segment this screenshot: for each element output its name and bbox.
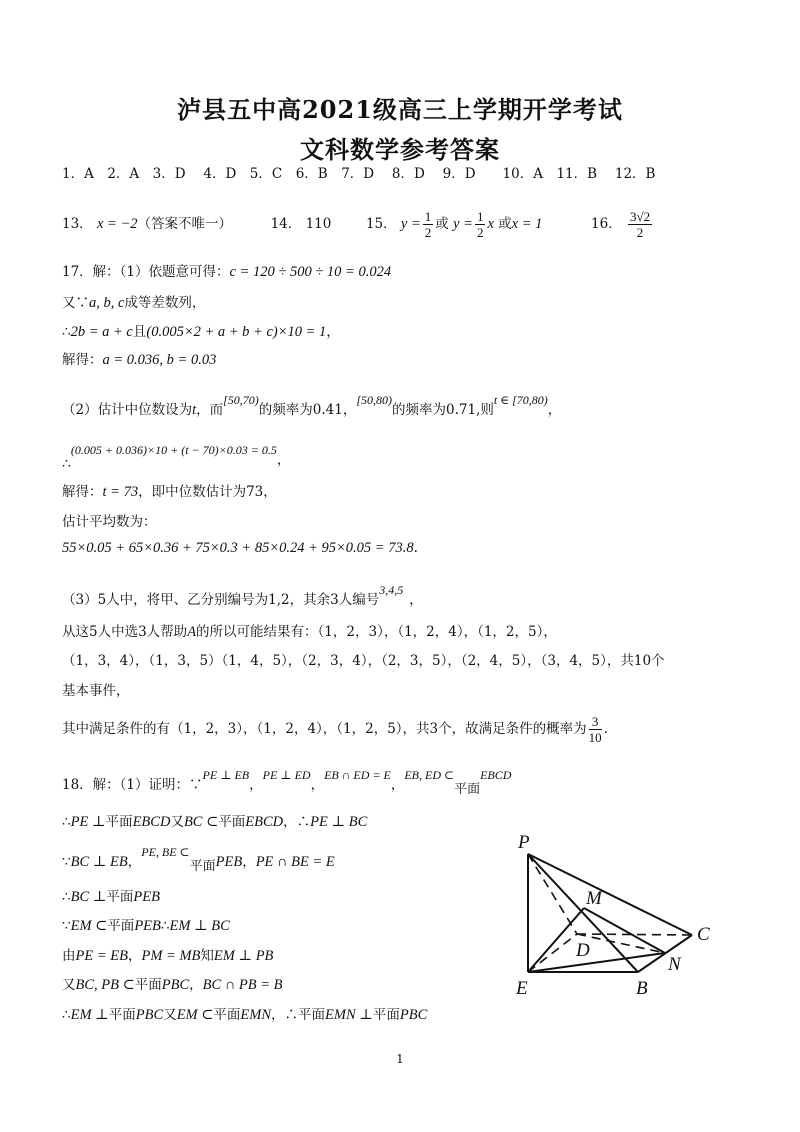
q16-label: 16．	[591, 216, 622, 232]
q18-also-1: 又	[170, 814, 184, 830]
label-E: E	[516, 978, 528, 999]
q18-ebcd-3: EBCD	[245, 814, 284, 830]
q18-pbc-3: PBC	[399, 1007, 428, 1023]
q17-line-3	[62, 322, 340, 342]
answer-key-title: 文科数学参考答案	[300, 135, 500, 164]
q18-plane-3: 平面	[218, 814, 246, 830]
q18-em-perp: EM ⊥	[70, 1007, 109, 1023]
q17-line-1	[62, 262, 391, 282]
q14-answer: 14． 110	[270, 216, 332, 232]
q18-pe-perp: PE ⊥	[70, 814, 106, 830]
q18-line-3	[62, 842, 335, 877]
q18-comma-b: ，	[310, 777, 325, 793]
q15-or-1: 或	[435, 216, 449, 232]
q18-pbc-2: PBC	[135, 1007, 164, 1023]
q13-label: 13．	[62, 216, 93, 232]
q18-pe-bc: PE ⊥ BC	[310, 814, 368, 830]
q18-plane-6: 平面	[107, 918, 135, 934]
q17-freq-2: 的频率为0.71,则	[392, 402, 494, 418]
label-P: P	[518, 832, 530, 853]
page-number: 1	[396, 1052, 404, 1066]
q17-median-result: ，即中位数估计为73，	[138, 484, 277, 500]
q17-comma-3: ，	[276, 452, 291, 468]
q18-line-4	[62, 887, 160, 907]
q18-comma-c: ，	[390, 777, 405, 793]
exam-title: 泸县五中高2021级高三上学期开学考试	[177, 95, 623, 124]
q17-favorable: 其中满足条件的有（1，2，3），（1，2，4），（1，2，5），共3个，故满足条件的概率为	[62, 721, 587, 737]
q17-A: A	[187, 624, 197, 640]
q18-pbc-1: PBC	[161, 977, 190, 993]
q17-line-7	[62, 482, 277, 502]
q17-line-9	[62, 538, 418, 558]
q13-answer: x = −2	[96, 216, 138, 232]
q17-mean-calc: 55×0.05 + 65×0.36 + 75×0.3 + 85×0.24 + 95×0.05 = 73.8	[62, 540, 414, 556]
q18-comma-f: ，	[127, 948, 142, 964]
q17-solve: 解得：	[62, 352, 103, 368]
q17-solve-2: 解得：	[62, 484, 103, 500]
q18-ebcd-1: EBCD	[480, 768, 512, 782]
q18-plane-9: 平面	[213, 1007, 241, 1023]
q18-therefore-5: ∴	[62, 1007, 71, 1023]
q18-from: 由	[62, 948, 76, 964]
q18-line-1	[62, 765, 511, 800]
label-N: N	[668, 954, 681, 975]
q18-plane-1: 平面	[454, 782, 481, 797]
q17-and: 且	[132, 324, 147, 340]
fill-blank-answers	[62, 207, 654, 241]
q18-peb-1: PEB	[215, 854, 243, 870]
q15-frac-b-den: 2	[476, 225, 484, 240]
label-M: M	[586, 888, 602, 909]
q18-line-5	[62, 916, 230, 936]
q17-comma-4: ，	[409, 592, 423, 608]
q15-y-eq: y =	[400, 216, 421, 232]
q15-y-eq-2: y =	[453, 216, 473, 232]
q18-em-pb: EM ⊥ PB	[213, 948, 274, 964]
q17-t: t	[192, 402, 197, 418]
q17-median-eq: (0.005 + 0.036)×10 + (t − 70)×0.03 = 0.5	[70, 443, 277, 457]
q18-bc-eb: BC ⊥ EB	[70, 854, 128, 870]
q18-pe-cap-be: PE ∩ BE = E	[255, 854, 335, 870]
q17-t-73: t = 73	[102, 484, 139, 500]
q17-t-range: t ∈ [70,80)	[493, 393, 548, 407]
q18-know: 知	[200, 948, 214, 964]
label-C: C	[697, 924, 710, 945]
q15-x-eq: x = 1	[511, 216, 543, 232]
q17-therefore-2: ∴	[62, 456, 71, 472]
q18-bc-perp: BC ⊥	[70, 889, 107, 905]
edge-DC-hidden	[577, 934, 692, 935]
q18-em-bc: EM ⊥ BC	[169, 918, 230, 934]
q18-line-2	[62, 812, 367, 832]
q18-bc-subset: BC ⊂	[183, 814, 219, 830]
q15-frac-a-den: 2	[424, 225, 432, 240]
q15-frac-b-num: 1	[476, 209, 484, 224]
q18-pe-eb: PE ⊥ EB	[202, 768, 250, 782]
q17-c-value: c = 120 ÷ 500 ÷ 10 = 0.024	[229, 264, 392, 280]
q17-comma: ，	[326, 324, 340, 340]
q18-comma-e: ，	[242, 854, 256, 870]
q18-pe-eq-eb: PE = EB	[75, 948, 128, 964]
q18-pe-ed: PE ⊥ ED	[262, 768, 311, 782]
q17-interval-2: [50,80)	[356, 393, 393, 407]
q18-em-subset: EM ⊂	[70, 918, 108, 934]
q17-probability	[589, 714, 602, 745]
q18-comma-a: ，	[249, 777, 263, 793]
q18-plane-8: 平面	[108, 1007, 136, 1023]
q18-because-1: ∵	[62, 854, 71, 870]
q17-intro: 17．解：（1）依题意可得：	[62, 264, 230, 280]
q17-because: 又∵	[62, 295, 89, 311]
q18-comma-d: ，	[127, 854, 142, 870]
q17-prob-den: 10	[588, 730, 602, 745]
q17-line-11	[62, 622, 557, 642]
q16-fraction	[628, 209, 652, 240]
q18-line-7	[62, 975, 283, 995]
q18-plane-10: 平面	[372, 1007, 400, 1023]
q17-sum-eq: (0.005×2 + a + b + c)×10 = 1	[146, 324, 327, 340]
pyramid-diagram	[500, 832, 730, 1007]
q17-line-6	[62, 440, 290, 474]
q15-or-2: 或	[498, 216, 512, 232]
q18-eb-cap-ed: EB ∩ ED = E	[324, 768, 391, 782]
q16-frac-num: 3√2	[629, 209, 651, 224]
q17-period-2: .	[603, 721, 608, 737]
q18-plane-5: 平面	[106, 889, 134, 905]
q17-arith-seq: 成等差数列，	[124, 295, 206, 311]
q18-pe-be-subset: PE, BE ⊂	[141, 845, 190, 859]
label-B: B	[636, 978, 648, 999]
q17-choose: 从这5人中选3人帮助	[62, 624, 188, 640]
q18-therefore-3: ∴	[62, 889, 71, 905]
q18-therefore-plane: ，∴平面	[271, 1007, 326, 1023]
multiple-choice-answers: 1．A 2．A 3．D 4．D 5．C 6．B 7．D 8．D 9．D 10．A 11．B 12．B	[62, 166, 656, 182]
q17-freq-1: 的频率为0.41，	[258, 402, 357, 418]
q17-line-13: 基本事件，	[62, 683, 130, 699]
q17-ab-values: a = 0.036, b = 0.03	[102, 352, 217, 368]
q18-line-6	[62, 946, 273, 966]
q17-line-14	[62, 712, 608, 746]
q18-line-8	[62, 1005, 427, 1025]
q17-abc: a, b, c	[89, 295, 125, 311]
q18-also-3: 又	[163, 1007, 177, 1023]
q18-peb-2: PEB	[133, 889, 160, 905]
q18-emn-perp: EMN ⊥	[325, 1007, 373, 1023]
q17-line-12: （1，3，4），（1，3，5）（1，4，5），（2，3，4），（2，3，5），（2，4，5），（3，4，5），共10个	[62, 653, 665, 669]
q18-eb-ed-subset: EB, ED ⊂	[404, 768, 455, 782]
q13-note: （答案不唯一）	[137, 216, 232, 232]
q15-x: x	[487, 216, 494, 232]
q18-also-2: 又	[62, 977, 76, 993]
q18-plane-2: 平面	[105, 814, 133, 830]
q17-outcomes-1: 的所以可能结果有：（1，2，3），（1，2，4），（1，2，5），	[196, 624, 557, 640]
q15-fraction-b	[475, 209, 486, 240]
q18-pm-eq-mb: PM = MB	[141, 948, 201, 964]
label-D: D	[576, 940, 590, 961]
q17-line-4	[62, 350, 216, 370]
q17-line-8: 估计平均数为：	[62, 514, 157, 530]
q18-em-subset-2: EM ⊂	[176, 1007, 214, 1023]
q16-frac-den: 2	[636, 225, 644, 240]
q17-line-2	[62, 293, 205, 313]
q17-line-5	[62, 390, 561, 420]
q15-fraction-a	[423, 209, 434, 240]
q17-prob-num: 3	[589, 714, 602, 730]
q17-part3-text: （3）5人中，将甲、乙分别编号为1,2，其余3人编号	[62, 592, 380, 608]
q17-while: ，而	[196, 402, 224, 418]
q18-peb-3: PEB	[134, 918, 161, 934]
q18-bc-cap-pb: BC ∩ PB = B	[202, 977, 283, 993]
q17-comma-2: ，	[547, 402, 562, 418]
q17-eq-2b: 2b = a + c	[70, 324, 133, 340]
q15-frac-a-num: 1	[424, 209, 432, 224]
q17-interval-1: [50,70)	[223, 393, 259, 407]
q18-plane-7: 平面	[134, 977, 162, 993]
edge-EN	[528, 953, 665, 972]
q18-intro: 18．解：（1）证明：∵	[62, 777, 203, 793]
q17-median-text: （2）估计中位数设为	[62, 402, 193, 418]
q18-therefore-4: ∴	[160, 918, 170, 934]
q18-plane-4: 平面	[189, 859, 216, 874]
edge-DN-hidden	[577, 934, 665, 953]
q18-therefore-1: ∴	[62, 814, 71, 830]
q18-comma-g: ，	[189, 977, 203, 993]
q17-period: .	[413, 540, 418, 556]
q15-label: 15．	[365, 216, 397, 232]
q18-ebcd-2: EBCD	[132, 814, 171, 830]
q18-therefore-2: ，∴	[283, 814, 311, 830]
q17-numbers: 3,4,5	[379, 583, 404, 597]
q17-line-10	[62, 580, 423, 610]
q18-because-2: ∵	[62, 918, 71, 934]
q18-bc-pb-subset: BC, PB ⊂	[75, 977, 135, 993]
q17-therefore: ∴	[62, 324, 71, 340]
q18-emn-1: EMN	[240, 1007, 272, 1023]
